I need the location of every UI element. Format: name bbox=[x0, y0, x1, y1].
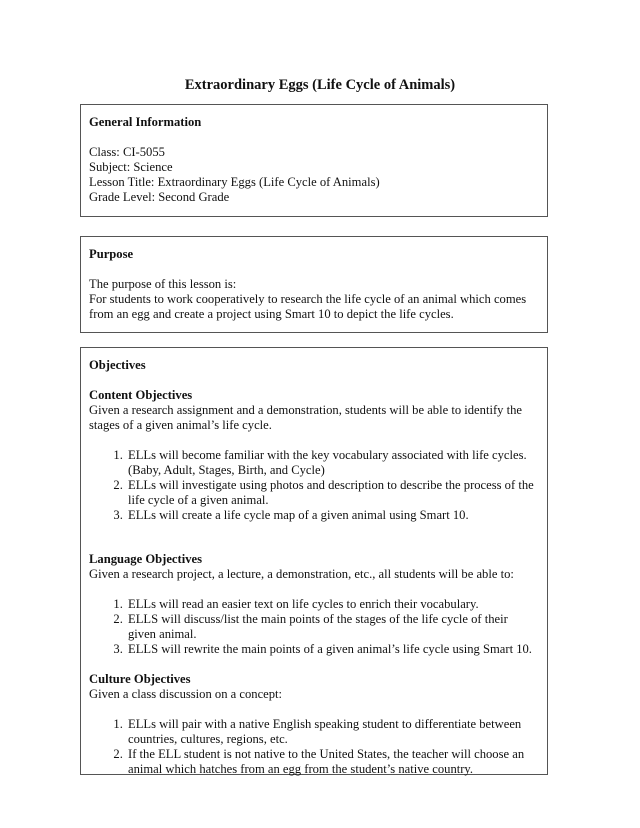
subject-line: Subject: Science bbox=[89, 160, 173, 174]
culture-objectives-heading: Culture Objectives bbox=[89, 672, 191, 686]
list-item: 3. ELLS will rewrite the main points of a given animal’s life cycle using Smart 10. bbox=[126, 642, 537, 657]
objectives-section bbox=[80, 347, 548, 775]
list-item: 2. If the ELL student is not native to the United States, the teacher will choose an animal which hatches from an egg from the student’s native country. bbox=[126, 747, 537, 777]
class-line: Class: CI-5055 bbox=[89, 145, 165, 159]
content-objectives-heading: Content Objectives bbox=[89, 388, 193, 402]
lesson-title-line: Lesson Title: Extraordinary Eggs (Life Cycle of Animals) bbox=[89, 175, 380, 189]
list-item: 1. ELLs will become familiar with the key vocabulary associated with life cycles. (Baby, Adult, Stages, Birth, and Cycle) bbox=[126, 448, 537, 478]
grade-level-line: Grade Level: Second Grade bbox=[89, 190, 230, 204]
purpose-intro: The purpose of this lesson is: bbox=[89, 277, 237, 291]
general-information-section bbox=[80, 104, 548, 217]
list-item: 3. ELLs will create a life cycle map of a given animal using Smart 10. bbox=[126, 508, 537, 523]
language-objectives-list bbox=[89, 597, 537, 657]
general-information-heading: General Information bbox=[89, 115, 202, 129]
objectives-heading: Objectives bbox=[89, 358, 146, 372]
list-item: 1. ELLs will read an easier text on life cycles to enrich their vocabulary. bbox=[126, 597, 537, 612]
purpose-text: For students to work cooperatively to research the life cycle of an animal which comes from an egg and create a project using Smart 10 to depict the life cycles. bbox=[89, 292, 527, 321]
culture-objectives-list bbox=[89, 717, 537, 777]
content-objectives-intro: Given a research assignment and a demonstration, students will be able to identify the stages of a given animal’s life cycle. bbox=[89, 403, 522, 432]
content-objectives-list bbox=[89, 448, 537, 523]
language-objectives-intro: Given a research project, a lecture, a demonstration, etc., all students will be able to: bbox=[89, 567, 514, 581]
list-item: 2. ELLs will investigate using photos and description to describe the process of the life cycle of a given animal. bbox=[126, 478, 537, 508]
list-item: 1. ELLs will pair with a native English speaking student to differentiate between countries, cultures, regions, etc. bbox=[126, 717, 537, 747]
list-item: 2. ELLS will discuss/list the main points of the stages of the life cycle of their given animal. bbox=[126, 612, 537, 642]
language-objectives-heading: Language Objectives bbox=[89, 552, 202, 566]
culture-objectives-intro: Given a class discussion on a concept: bbox=[89, 687, 283, 701]
document-title: Extraordinary Eggs (Life Cycle of Animals) bbox=[184, 77, 456, 93]
purpose-section bbox=[80, 236, 548, 333]
purpose-heading: Purpose bbox=[89, 247, 134, 261]
